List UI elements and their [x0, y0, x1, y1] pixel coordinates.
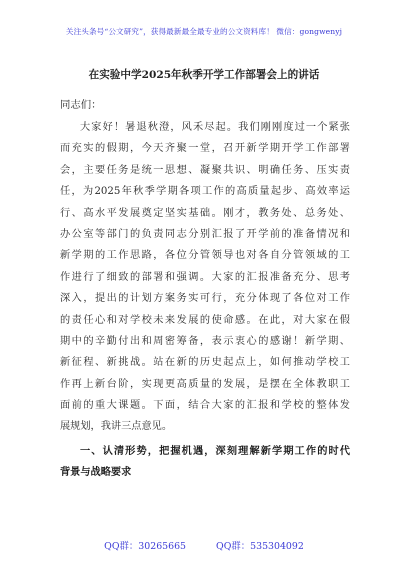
paragraph-line: 行、高水平发展奠定坚实基础。刚才，教务处、总务处、	[60, 207, 350, 219]
paragraph-line: 新学期的工作思路，各位分管领导也对各自分管领域的工	[60, 250, 350, 262]
top-banner: 关注头条号“公文研究”，获得最新最全最专业的公文资料库！ 微信：gongwenyj	[65, 27, 343, 36]
paragraph-line: 大家好！暑退秋澄，风禾尽起。我们刚刚度过一个紧张	[80, 122, 350, 133]
paragraph-line: 展规划，我讲三点意见。	[60, 421, 173, 433]
paragraph-line: 而充实的假期，今天齐聚一堂，召开新学期开学工作部署	[60, 143, 350, 155]
footer-qq-group-2: QQ群：535304092	[216, 541, 304, 552]
paragraph-line: 办公室等部门的负责同志分别汇报了开学前的准备情况和	[60, 228, 350, 240]
paragraph-line: 作再上新台阶，实现更高质量的发展，是摆在全体教职工	[60, 378, 350, 390]
paragraph-line: 深入，提出的计划方案务实可行，充分体现了各位对工作	[60, 293, 350, 305]
salutation: 同志们：	[60, 99, 102, 111]
section-heading-1	[60, 441, 350, 484]
paragraph-line: 期中的辛勤付出和周密筹备，表示衷心的感谢！新学期、	[60, 335, 350, 347]
footer-contacts	[0, 538, 408, 552]
heading-line: 一、认清形势，把握机遇，深刻理解新学期工作的时代	[80, 445, 350, 457]
footer-qq-group-1: QQ群：30265665	[104, 541, 187, 552]
paragraph-line: 的责任心和对学校未来发展的使命感。在此，对大家在假	[60, 314, 350, 326]
body-paragraph-1	[60, 117, 350, 438]
paragraph-line: 作进行了细致的部署和强调。大家的汇报准备充分、思考	[60, 271, 350, 283]
document-title: 在实验中学2025年秋季开学工作部署会上的讲话	[88, 69, 320, 81]
paragraph-line: 面前的重大课题。下面，结合大家的汇报和学校的整体发	[60, 400, 350, 412]
paragraph-line: 新征程、新挑战。站在新的历史起点上，如何推动学校工	[60, 357, 350, 369]
paragraph-line: 任，为2025年秋季学期各项工作的高质量起步、高效率运	[60, 186, 350, 198]
paragraph-line: 会，主要任务是统一思想、凝聚共识、明确任务、压实责	[60, 164, 350, 176]
heading-line: 背景与战略要求	[60, 466, 132, 479]
